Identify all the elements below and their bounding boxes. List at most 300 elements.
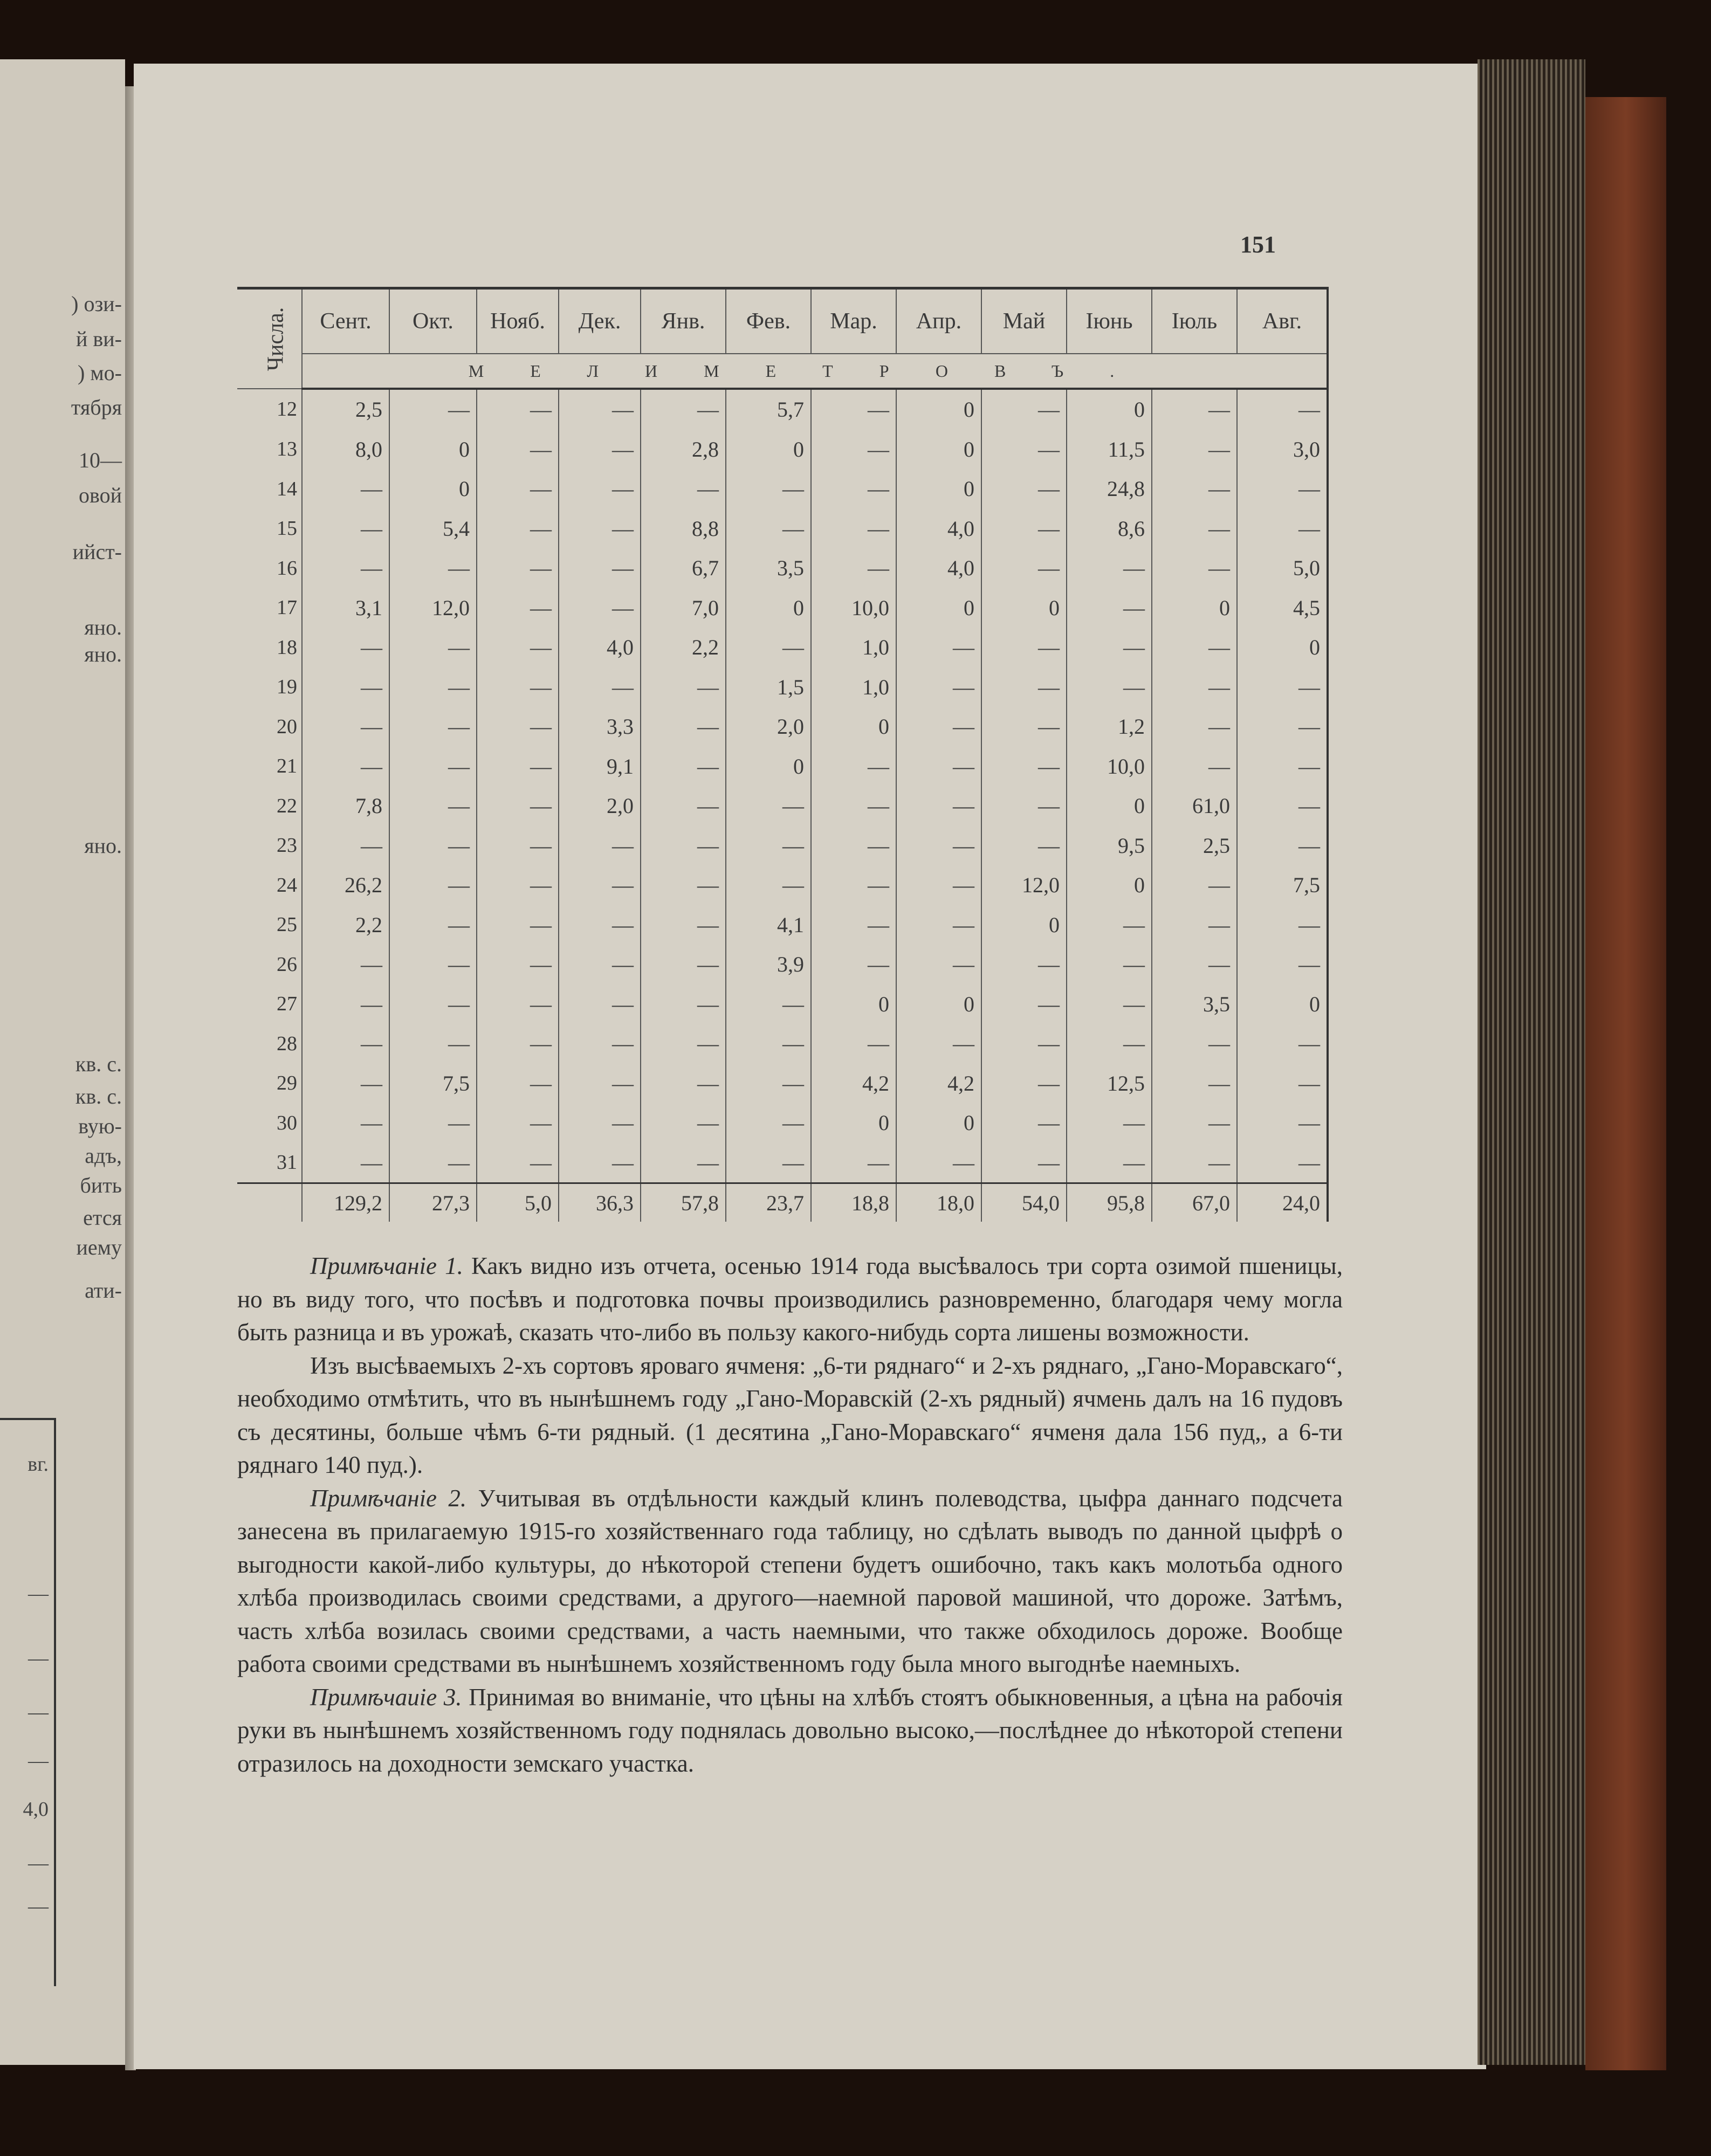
rain-cell: 0 <box>1067 865 1152 905</box>
rain-cell: — <box>641 826 726 866</box>
rain-cell: 0 <box>1152 588 1237 628</box>
rain-cell: 0 <box>811 1103 896 1143</box>
left-page-fragment: й ви- <box>75 327 122 351</box>
rain-cell: 3,0 <box>1237 430 1328 470</box>
rain-cell: — <box>559 509 641 549</box>
rain-cell: — <box>477 628 559 667</box>
rain-cell: — <box>302 1143 389 1183</box>
rain-cell: 3,3 <box>559 707 641 747</box>
rain-cell: — <box>477 588 559 628</box>
rain-cell: 3,1 <box>302 588 389 628</box>
rain-cell: — <box>389 786 477 826</box>
rain-cell: 4,2 <box>811 1064 896 1104</box>
left-page-fragment: ) мо- <box>78 361 122 385</box>
rain-cell: 3,5 <box>1152 984 1237 1024</box>
rain-cell: — <box>559 430 641 470</box>
rain-cell: — <box>811 945 896 984</box>
rain-cell: — <box>896 786 981 826</box>
left-table-cell: — <box>28 1749 49 1772</box>
rain-cell: 3,5 <box>726 548 811 588</box>
rain-cell: — <box>1067 628 1152 667</box>
rain-cell: — <box>641 1064 726 1104</box>
left-page-fragment: адъ, <box>85 1144 122 1168</box>
rain-cell: 9,5 <box>1067 826 1152 866</box>
day-cell: 22 <box>277 794 297 817</box>
rain-cell: — <box>726 1064 811 1104</box>
rain-cell: — <box>1152 628 1237 667</box>
rain-cell: 8,8 <box>641 509 726 549</box>
rain-cell: — <box>1067 1143 1152 1183</box>
rain-cell: 2,0 <box>726 707 811 747</box>
left-page-fragment: яно. <box>84 642 122 666</box>
rain-cell: 12,0 <box>981 865 1067 905</box>
rain-cell: — <box>1067 548 1152 588</box>
table-row <box>237 905 1328 945</box>
rain-cell: — <box>389 747 477 787</box>
rain-cell: 0 <box>1237 628 1328 667</box>
rain-cell: — <box>896 905 981 945</box>
note-1-label: Примѣчаніе 1. <box>310 1252 463 1279</box>
day-cell: 13 <box>277 438 297 461</box>
rain-cell: — <box>389 707 477 747</box>
rain-cell: — <box>981 826 1067 866</box>
rain-cell: — <box>1237 747 1328 787</box>
rain-cell: — <box>981 667 1067 707</box>
rain-cell: — <box>1237 469 1328 509</box>
rain-cell: — <box>559 905 641 945</box>
rain-cell: — <box>1152 1024 1237 1064</box>
day-cell: 26 <box>277 953 297 976</box>
rain-cell: 7,0 <box>641 588 726 628</box>
rain-cell: 0 <box>389 430 477 470</box>
rain-cell: — <box>726 1024 811 1064</box>
rain-cell: — <box>811 747 896 787</box>
rain-cell: 0 <box>896 984 981 1024</box>
rain-cell: 61,0 <box>1152 786 1237 826</box>
note-3 <box>237 1681 1343 1781</box>
note-3-text: Принимая во вниманіе, что цѣны на хлѣбъ стоятъ обыкновенныя, а цѣна на рабочія руки въ нынѣшнемъ хозяйственномъ году поднялась довольно высоко,—послѣднее до нѣкоторой степени отразилось на доходности земскаго участка. <box>237 1683 1343 1777</box>
rain-cell: 9,1 <box>559 747 641 787</box>
rain-cell: — <box>641 1143 726 1183</box>
book-spine <box>1585 97 1666 2070</box>
rain-cell: — <box>641 865 726 905</box>
day-cell: 31 <box>277 1151 297 1174</box>
rain-cell: — <box>559 588 641 628</box>
rain-cell: — <box>302 1024 389 1064</box>
rain-cell: — <box>896 826 981 866</box>
rain-cell: — <box>477 786 559 826</box>
left-table-cell: — <box>28 1852 49 1875</box>
month-header: Май <box>981 288 1067 354</box>
rain-cell: 4,0 <box>896 548 981 588</box>
rain-cell: 1,2 <box>1067 707 1152 747</box>
note-1 <box>237 1250 1343 1349</box>
rain-cell: 1,5 <box>726 667 811 707</box>
rain-cell: — <box>981 1143 1067 1183</box>
day-cell: 25 <box>277 913 297 936</box>
rain-cell: — <box>559 548 641 588</box>
rain-cell: — <box>559 1103 641 1143</box>
rain-cell: — <box>1237 905 1328 945</box>
day-cell: 24 <box>277 873 297 897</box>
rain-cell: 8,0 <box>302 430 389 470</box>
day-header-label: Числа. <box>263 307 288 371</box>
rain-cell: — <box>389 905 477 945</box>
rain-cell: 10,0 <box>1067 747 1152 787</box>
rain-cell: — <box>302 509 389 549</box>
table-row <box>237 945 1328 984</box>
total-cell: 129,2 <box>302 1183 389 1222</box>
rain-cell: — <box>477 984 559 1024</box>
left-page-table <box>0 1418 56 1986</box>
rain-cell: — <box>1067 905 1152 945</box>
rain-cell: — <box>559 1064 641 1104</box>
left-page-fragment: тября <box>71 395 122 419</box>
page-edges <box>1478 59 1585 2065</box>
rain-cell: — <box>1067 667 1152 707</box>
rain-cell: 0 <box>1067 389 1152 430</box>
rain-cell: — <box>477 389 559 430</box>
rain-cell: — <box>981 469 1067 509</box>
table-row <box>237 509 1328 549</box>
left-table-header: вг. <box>28 1453 49 1476</box>
total-cell: 67,0 <box>1152 1183 1237 1222</box>
rain-cell: — <box>811 469 896 509</box>
rain-cell: — <box>1152 1064 1237 1104</box>
table-row <box>237 707 1328 747</box>
rain-cell: — <box>811 509 896 549</box>
rain-cell: — <box>641 389 726 430</box>
rain-cell: — <box>1067 945 1152 984</box>
rain-cell: 0 <box>811 707 896 747</box>
rain-cell: — <box>1067 1103 1152 1143</box>
total-cell: 23,7 <box>726 1183 811 1222</box>
day-column-header <box>237 288 302 389</box>
rain-cell: — <box>389 984 477 1024</box>
rain-cell: — <box>1237 707 1328 747</box>
rain-cell: — <box>389 865 477 905</box>
month-header: Iюль <box>1152 288 1237 354</box>
rain-cell: — <box>302 984 389 1024</box>
rain-cell: — <box>1067 588 1152 628</box>
rain-cell: — <box>1237 1064 1328 1104</box>
rain-cell: — <box>726 826 811 866</box>
rain-cell: — <box>477 1024 559 1064</box>
rain-cell: — <box>389 628 477 667</box>
month-header: Мар. <box>811 288 896 354</box>
left-table-cell: — <box>28 1701 49 1724</box>
table-row <box>237 389 1328 430</box>
rain-cell: — <box>477 945 559 984</box>
totals-label-cell <box>237 1183 302 1222</box>
rain-cell: 7,5 <box>1237 865 1328 905</box>
rain-cell: — <box>559 945 641 984</box>
table-row <box>237 786 1328 826</box>
rain-cell: — <box>477 1143 559 1183</box>
rain-cell: — <box>1237 1103 1328 1143</box>
rain-cell: — <box>726 786 811 826</box>
rain-cell: — <box>559 826 641 866</box>
rain-cell: — <box>477 430 559 470</box>
rain-cell: 2,0 <box>559 786 641 826</box>
rain-cell: — <box>1152 1143 1237 1183</box>
day-cell: 12 <box>277 398 297 421</box>
rain-cell: — <box>641 945 726 984</box>
rain-cell: 0 <box>1067 786 1152 826</box>
rain-cell: — <box>1237 389 1328 430</box>
rain-cell: 0 <box>726 747 811 787</box>
rain-cell: — <box>981 509 1067 549</box>
rain-cell: — <box>302 667 389 707</box>
rain-cell: — <box>1152 945 1237 984</box>
rain-cell: — <box>981 1103 1067 1143</box>
rain-cell: — <box>896 1024 981 1064</box>
rain-cell: 2,2 <box>641 628 726 667</box>
left-page-fragment: кв. с. <box>75 1084 122 1108</box>
rain-cell: 0 <box>389 469 477 509</box>
rain-cell: — <box>559 1143 641 1183</box>
table-row <box>237 1103 1328 1143</box>
rain-cell: — <box>726 984 811 1024</box>
rain-cell: 0 <box>726 588 811 628</box>
rainfall-table <box>237 287 1329 1222</box>
day-cell: 16 <box>277 556 297 580</box>
rain-cell: — <box>477 865 559 905</box>
rain-cell: — <box>726 865 811 905</box>
left-page-fragment: ) ози- <box>71 292 122 316</box>
rain-cell: 6,7 <box>641 548 726 588</box>
note-2-label: Примѣчаніе 2. <box>310 1484 467 1512</box>
rain-cell: — <box>1237 1143 1328 1183</box>
rain-cell: — <box>641 905 726 945</box>
rain-cell: — <box>1237 826 1328 866</box>
total-cell: 54,0 <box>981 1183 1067 1222</box>
rain-cell: — <box>641 469 726 509</box>
rain-cell: 7,5 <box>389 1064 477 1104</box>
table-row <box>237 1064 1328 1104</box>
rain-cell: — <box>811 826 896 866</box>
rain-cell: — <box>981 786 1067 826</box>
rain-cell: 0 <box>896 588 981 628</box>
rain-cell: — <box>1237 786 1328 826</box>
rain-cell: 4,1 <box>726 905 811 945</box>
note-1-text: Какъ видно изъ отчета, осенью 1914 года высѣвалось три сорта озимой пшеницы, но въ виду того, что посѣвъ и подготовка почвы производились разновременно, благодаря чему могла быть разница и въ урожаѣ, сказать что-либо въ пользу какого-нибудь сорта лишены возможности. <box>237 1252 1343 1346</box>
rain-cell: — <box>641 747 726 787</box>
table-body <box>237 389 1328 1183</box>
day-cell: 15 <box>277 517 297 540</box>
rain-cell: — <box>1237 509 1328 549</box>
rain-cell: — <box>1152 389 1237 430</box>
table-row <box>237 548 1328 588</box>
rain-cell: 1,0 <box>811 628 896 667</box>
left-table-cell: — <box>28 1582 49 1605</box>
rain-cell: — <box>896 628 981 667</box>
rain-cell: — <box>896 865 981 905</box>
rain-cell: — <box>302 1103 389 1143</box>
rain-cell: 0 <box>811 984 896 1024</box>
rain-cell: — <box>1152 430 1237 470</box>
left-page <box>0 59 125 2065</box>
day-cell: 14 <box>277 477 297 500</box>
left-table-cell: — <box>28 1647 49 1670</box>
rain-cell: — <box>389 548 477 588</box>
day-cell: 30 <box>277 1111 297 1134</box>
month-header: Апр. <box>896 288 981 354</box>
rain-cell: 24,8 <box>1067 469 1152 509</box>
rain-cell: — <box>477 707 559 747</box>
left-table-cell: 4,0 <box>23 1798 49 1821</box>
rain-cell: — <box>1152 469 1237 509</box>
rain-cell: — <box>302 1064 389 1104</box>
rain-cell: — <box>389 1103 477 1143</box>
rain-cell: — <box>726 1103 811 1143</box>
month-header: Iюнь <box>1067 288 1152 354</box>
total-cell: 95,8 <box>1067 1183 1152 1222</box>
rain-cell: — <box>477 667 559 707</box>
table-row <box>237 747 1328 787</box>
rain-cell: — <box>477 905 559 945</box>
rain-cell: 0 <box>726 430 811 470</box>
note-3-label: Примѣчаиіе 3. <box>310 1683 462 1711</box>
rain-cell: — <box>389 389 477 430</box>
left-page-fragment: яно. <box>84 834 122 858</box>
rain-cell: — <box>641 786 726 826</box>
rain-cell: — <box>302 469 389 509</box>
rain-cell: — <box>389 667 477 707</box>
rain-cell: — <box>981 548 1067 588</box>
rain-cell: — <box>896 667 981 707</box>
day-cell: 21 <box>277 755 297 778</box>
rain-cell: — <box>641 1103 726 1143</box>
page-number: 151 <box>1240 231 1276 258</box>
rain-cell: — <box>302 548 389 588</box>
rain-cell: — <box>1152 747 1237 787</box>
rain-cell: — <box>477 469 559 509</box>
rain-cell: — <box>811 548 896 588</box>
note-2-text: Учитывая въ отдѣльности каждый клинъ полеводства, цыфра даннаго подсчета занесена въ прилагаемую 1915-го хозяйственнаго года таблицу, но сдѣлать выводъ по данной цыфрѣ о выгодности какой-либо культуры, до нѣкоторой степени будетъ ошибочно, такъ какъ молотьба одного хлѣба производилась своими средствами, а другого—наемной паровой машиной, что дороже. Затѣмъ, часть хлѣба возилась своими средствами, а часть наемными, что также обходилось дороже. Вообще работа своими средствами въ нынѣшнемъ хозяйственномъ году была много выгоднѣе наемныхъ. <box>237 1484 1343 1677</box>
rain-cell: — <box>811 786 896 826</box>
rain-cell: — <box>302 628 389 667</box>
table-row <box>237 628 1328 667</box>
left-page-fragment: кв. с. <box>75 1052 122 1076</box>
rain-cell: 12,0 <box>389 588 477 628</box>
table-header-row <box>237 288 1328 354</box>
rain-cell: — <box>477 1064 559 1104</box>
rain-cell: — <box>1152 865 1237 905</box>
notes-block <box>237 1250 1343 1780</box>
rain-cell: — <box>981 984 1067 1024</box>
rain-cell: 0 <box>896 1103 981 1143</box>
day-cell: 20 <box>277 715 297 738</box>
rain-cell: 2,5 <box>1152 826 1237 866</box>
rain-cell: 0 <box>896 469 981 509</box>
rain-cell: 11,5 <box>1067 430 1152 470</box>
rain-cell: 2,2 <box>302 905 389 945</box>
rain-cell: 26,2 <box>302 865 389 905</box>
rain-cell: — <box>1152 707 1237 747</box>
day-cell: 19 <box>277 676 297 699</box>
left-page-fragment: бить <box>80 1173 122 1197</box>
rain-cell: — <box>811 905 896 945</box>
rain-cell: — <box>302 707 389 747</box>
rain-cell: — <box>726 469 811 509</box>
rain-cell: — <box>389 1024 477 1064</box>
unit-label: МЕЛИМЕТРОВЪ. <box>302 354 1328 389</box>
rain-cell: — <box>811 430 896 470</box>
left-page-fragment: иему <box>76 1235 122 1259</box>
rain-cell: — <box>477 747 559 787</box>
rain-cell: 2,5 <box>302 389 389 430</box>
day-cell: 28 <box>277 1032 297 1055</box>
rain-cell: — <box>981 628 1067 667</box>
table-row <box>237 588 1328 628</box>
rain-cell: 5,7 <box>726 389 811 430</box>
rain-cell: — <box>477 826 559 866</box>
day-cell: 27 <box>277 993 297 1016</box>
total-cell: 36,3 <box>559 1183 641 1222</box>
left-table-cell: — <box>28 1895 49 1918</box>
rain-cell: 8,6 <box>1067 509 1152 549</box>
rain-cell: 7,8 <box>302 786 389 826</box>
month-header: Авг. <box>1237 288 1328 354</box>
rain-cell: — <box>1152 509 1237 549</box>
day-cell: 23 <box>277 834 297 857</box>
unit-row <box>237 354 1328 389</box>
rain-cell: — <box>477 1103 559 1143</box>
rain-cell: — <box>641 667 726 707</box>
rain-cell: — <box>726 509 811 549</box>
rain-cell: — <box>302 747 389 787</box>
table-row <box>237 826 1328 866</box>
rain-cell: — <box>559 389 641 430</box>
month-header: Нояб. <box>477 288 559 354</box>
rain-cell: — <box>1152 667 1237 707</box>
rain-cell: — <box>981 430 1067 470</box>
rain-cell: — <box>981 747 1067 787</box>
rain-cell: 5,4 <box>389 509 477 549</box>
rain-cell: — <box>641 984 726 1024</box>
rain-cell: 1,0 <box>811 667 896 707</box>
total-cell: 27,3 <box>389 1183 477 1222</box>
rain-cell: — <box>726 1143 811 1183</box>
rain-cell: — <box>1152 548 1237 588</box>
rain-cell: — <box>981 1064 1067 1104</box>
table-row <box>237 430 1328 470</box>
table-row <box>237 984 1328 1024</box>
totals-row <box>237 1183 1328 1222</box>
left-page-fragment: ийст- <box>72 540 122 564</box>
total-cell: 18,0 <box>896 1183 981 1222</box>
rain-cell: — <box>302 945 389 984</box>
rain-cell: — <box>896 747 981 787</box>
table-row <box>237 1143 1328 1183</box>
rain-cell: 12,5 <box>1067 1064 1152 1104</box>
rain-cell: — <box>559 984 641 1024</box>
rain-cell: 10,0 <box>811 588 896 628</box>
month-header: Сент. <box>302 288 389 354</box>
table-row <box>237 667 1328 707</box>
table-row <box>237 469 1328 509</box>
rain-cell: — <box>1067 984 1152 1024</box>
rain-cell: 5,0 <box>1237 548 1328 588</box>
rain-cell: — <box>559 469 641 509</box>
rain-cell: — <box>811 865 896 905</box>
rain-cell: — <box>981 389 1067 430</box>
rain-cell: — <box>641 707 726 747</box>
day-cell: 18 <box>277 636 297 659</box>
rain-cell: — <box>477 548 559 588</box>
rain-cell: — <box>981 1024 1067 1064</box>
